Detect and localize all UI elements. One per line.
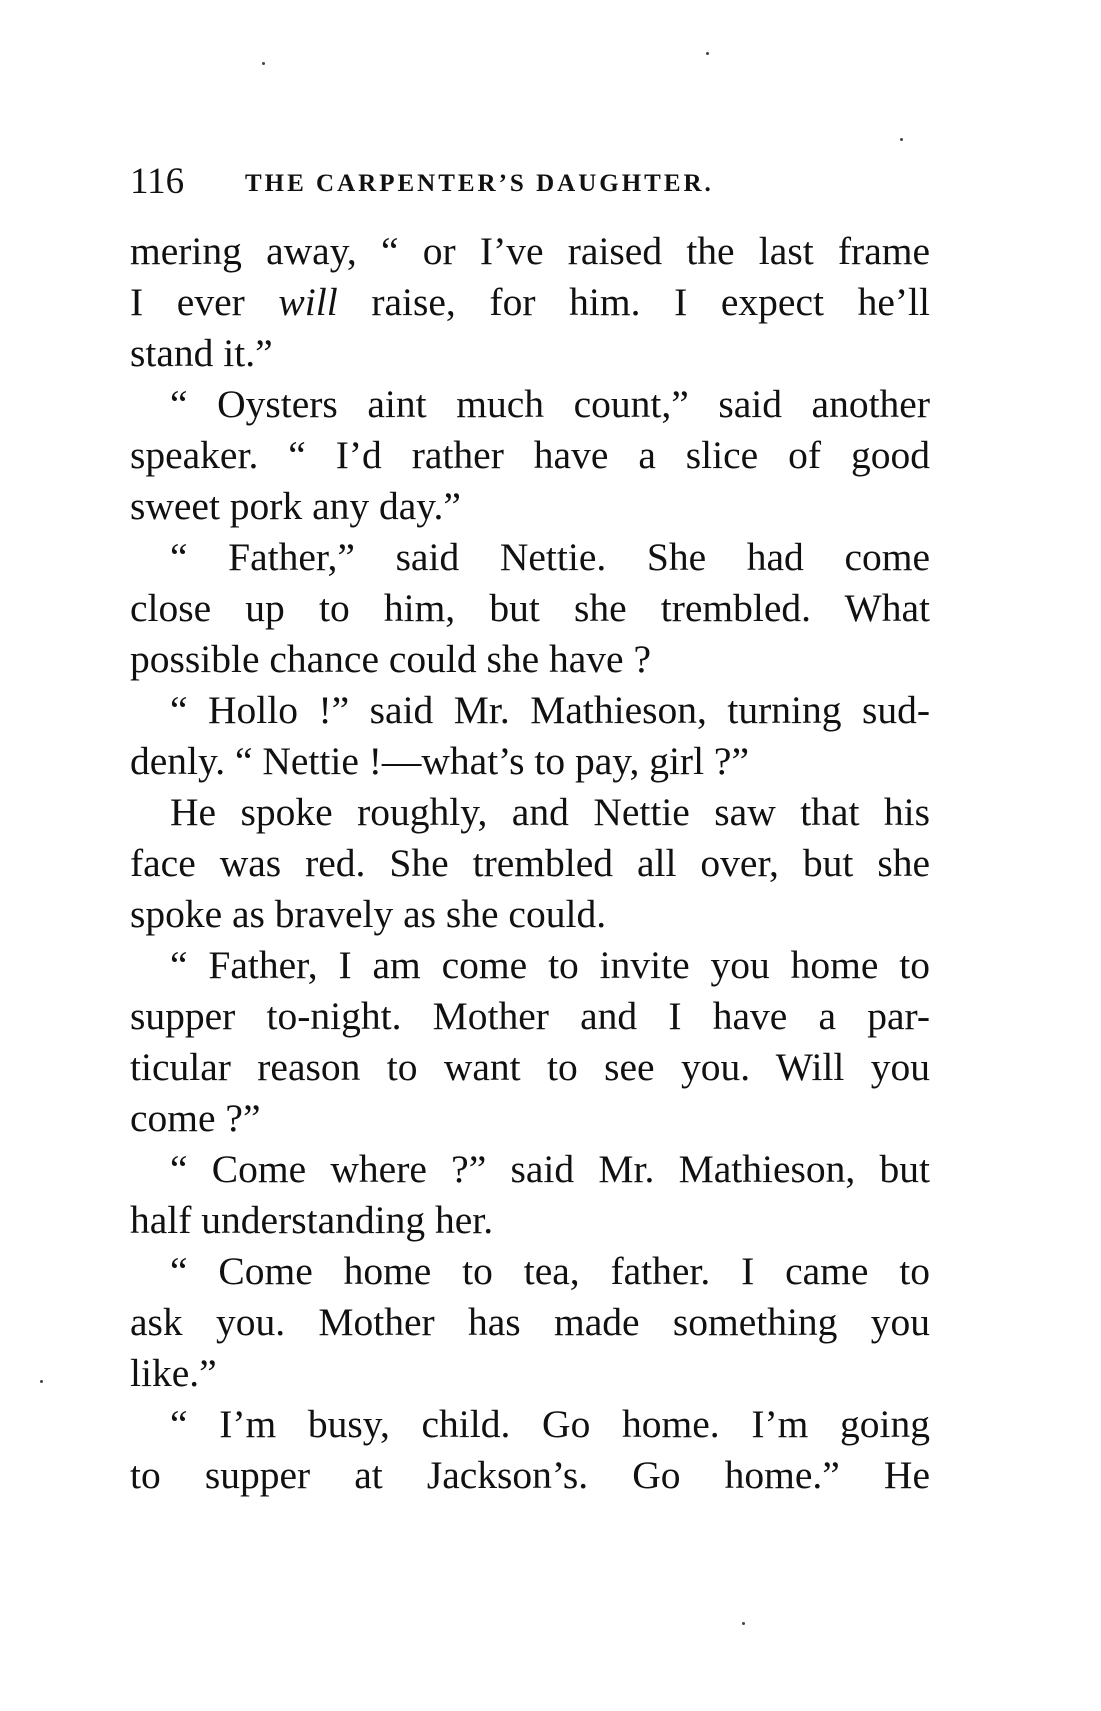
paragraph <box>130 685 930 787</box>
text-line: possible chance could she have ? <box>130 637 651 681</box>
page-number: 116 <box>130 161 185 202</box>
text-line: speaker. “ I’d rather have a slice of good <box>130 433 930 477</box>
print-speck <box>900 138 903 141</box>
emphasis: will <box>278 280 338 324</box>
text-line: ticular reason to want to see you. Will you <box>130 1045 930 1089</box>
print-speck <box>706 52 709 55</box>
text-line: “ I’m busy, child. Go home. I’m going <box>170 1402 930 1446</box>
text-line: like.” <box>130 1351 217 1395</box>
text-line: “ Father, I am come to invite you home to <box>170 943 930 987</box>
text-line: “ Oysters aint much count,” said another <box>170 382 930 426</box>
paragraph <box>130 226 930 379</box>
text-line: close up to him, but she trembled. What <box>130 586 930 630</box>
text-line: “ Come home to tea, father. I came to <box>170 1249 930 1293</box>
paragraph <box>130 787 930 940</box>
text-line: sweet pork any day.” <box>130 484 461 528</box>
text-line: “ Father,” said Nettie. She had come <box>170 535 930 579</box>
text-line: spoke as bravely as she could. <box>130 892 607 936</box>
paragraph <box>130 532 930 685</box>
text-line: “ Come where ?” said Mr. Mathieson, but <box>170 1147 930 1191</box>
paragraph <box>130 379 930 532</box>
text-line: to supper at Jackson’s. Go home.” He <box>130 1453 930 1497</box>
book-title: THE CARPENTER’S DAUGHTER. <box>245 170 714 197</box>
text-line: I ever will raise, for him. I expect he’ll <box>130 280 930 324</box>
running-head <box>130 160 930 210</box>
paragraph <box>130 1144 930 1246</box>
print-speck <box>40 1380 43 1383</box>
text-line: half understanding her. <box>130 1198 494 1242</box>
text-line: come ?” <box>130 1096 261 1140</box>
text-line: stand it.” <box>130 331 273 375</box>
paragraph <box>130 940 930 1144</box>
text-line: “ Hollo !” said Mr. Mathieson, turning sud- <box>170 688 930 732</box>
text-line: He spoke roughly, and Nettie saw that his <box>170 790 930 834</box>
body-text <box>130 226 930 1501</box>
paragraph <box>130 1399 930 1501</box>
text-line: supper to-night. Mother and I have a par- <box>130 994 930 1038</box>
print-speck <box>262 62 265 65</box>
text-line: denly. “ Nettie !—what’s to pay, girl ?” <box>130 739 750 783</box>
print-speck <box>742 1622 745 1625</box>
paragraph <box>130 1246 930 1399</box>
text-line: face was red. She trembled all over, but she <box>130 841 930 885</box>
text-line: ask you. Mother has made something you <box>130 1300 930 1344</box>
text-line: mering away, “ or I’ve raised the last frame <box>130 229 930 273</box>
